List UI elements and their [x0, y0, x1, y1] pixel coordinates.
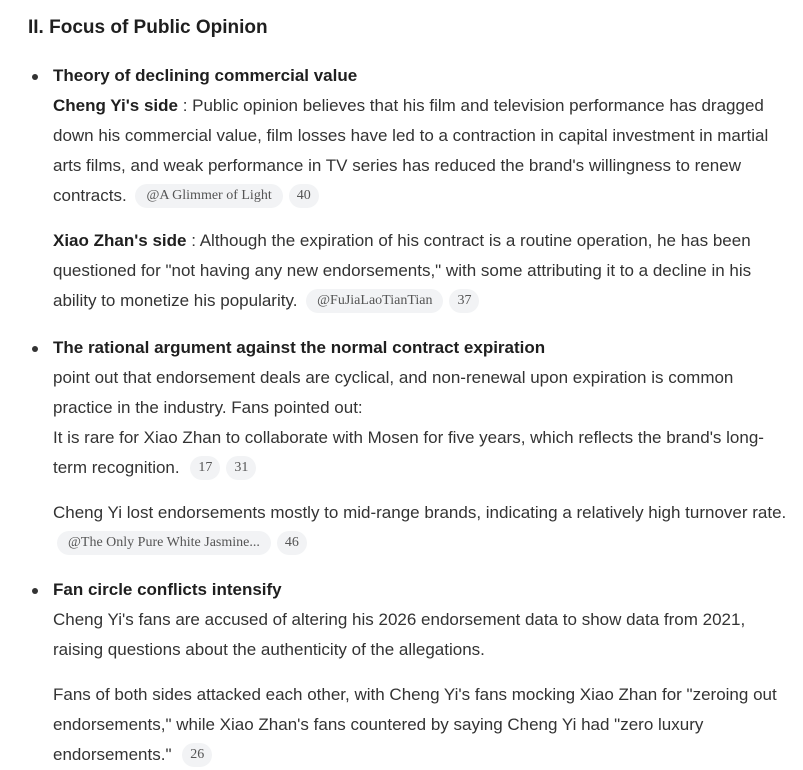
reference-chip[interactable]: 17 [190, 456, 220, 480]
paragraph [53, 423, 788, 483]
paragraph-text: point out that endorsement deals are cyclical, and non-renewal upon expiration is common practice in the industry. Fans pointed out: [53, 368, 734, 417]
paragraph-text: It is rare for Xiao Zhan to collaborate with Mosen for five years, which reflects the brand's long-term recognition. [53, 428, 764, 477]
paragraph-text: Cheng Yi lost endorsements mostly to mid-range brands, indicating a relatively high turnover rate. [53, 503, 787, 522]
source-chip[interactable]: @The Only Pure White Jasmine... [57, 531, 271, 555]
paragraph [53, 363, 788, 423]
reference-chip[interactable]: 40 [289, 184, 319, 208]
paragraph [53, 605, 788, 665]
paragraph-text: : Although the expiration of his contract is a routine operation, he has been questioned for "not having any new endorsements," with some attributing it to a decline in his ability to monetize his popularity. [53, 231, 752, 310]
bullet-heading: The rational argument against the normal contract expiration [53, 338, 546, 357]
paragraph-text: : Public opinion believes that his film and television performance has dragged down his commercial value, film losses have led to a contraction in capital investment in martial arts films, and weak performance in TV series has reduced the brand's willingness to renew contracts. [53, 96, 769, 205]
reference-chip[interactable]: 37 [449, 289, 479, 313]
reference-chip[interactable]: 26 [182, 743, 212, 767]
section-title: II. Focus of Public Opinion [28, 17, 268, 38]
paragraph [53, 680, 788, 770]
list-item-declining-commercial-value [28, 64, 788, 316]
paragraph-lead: Cheng Yi's side [53, 96, 178, 115]
source-chip[interactable]: @FuJiaLaoTianTian [306, 289, 443, 313]
bullet-dot-icon [32, 74, 38, 80]
paragraph [53, 91, 788, 211]
paragraph [53, 226, 788, 316]
paragraph-lead: Xiao Zhan's side [53, 231, 187, 250]
list-item-fan-circle-conflicts [28, 578, 788, 770]
paragraph [53, 498, 788, 558]
bullet-dot-icon [32, 588, 38, 594]
document-page [28, 0, 788, 770]
bullet-heading: Fan circle conflicts intensify [53, 580, 282, 599]
reference-chip[interactable]: 46 [277, 531, 307, 555]
source-chip[interactable]: @A Glimmer of Light [135, 184, 282, 208]
reference-chip[interactable]: 31 [226, 456, 256, 480]
paragraph-text: Fans of both sides attacked each other, with Cheng Yi's fans mocking Xiao Zhan for "zeroing out endorsements," while Xiao Zhan's fans countered by saying Cheng Yi had "zero luxury endorsements." [53, 685, 777, 764]
bullet-heading: Theory of declining commercial value [53, 66, 358, 85]
paragraph-text: Cheng Yi's fans are accused of altering his 2026 endorsement data to show data from 2021, raising questions about the authenticity of the allegations. [53, 610, 746, 659]
opinion-list [28, 64, 788, 770]
bullet-dot-icon [32, 346, 38, 352]
list-item-normal-contract-expiration [28, 336, 788, 558]
